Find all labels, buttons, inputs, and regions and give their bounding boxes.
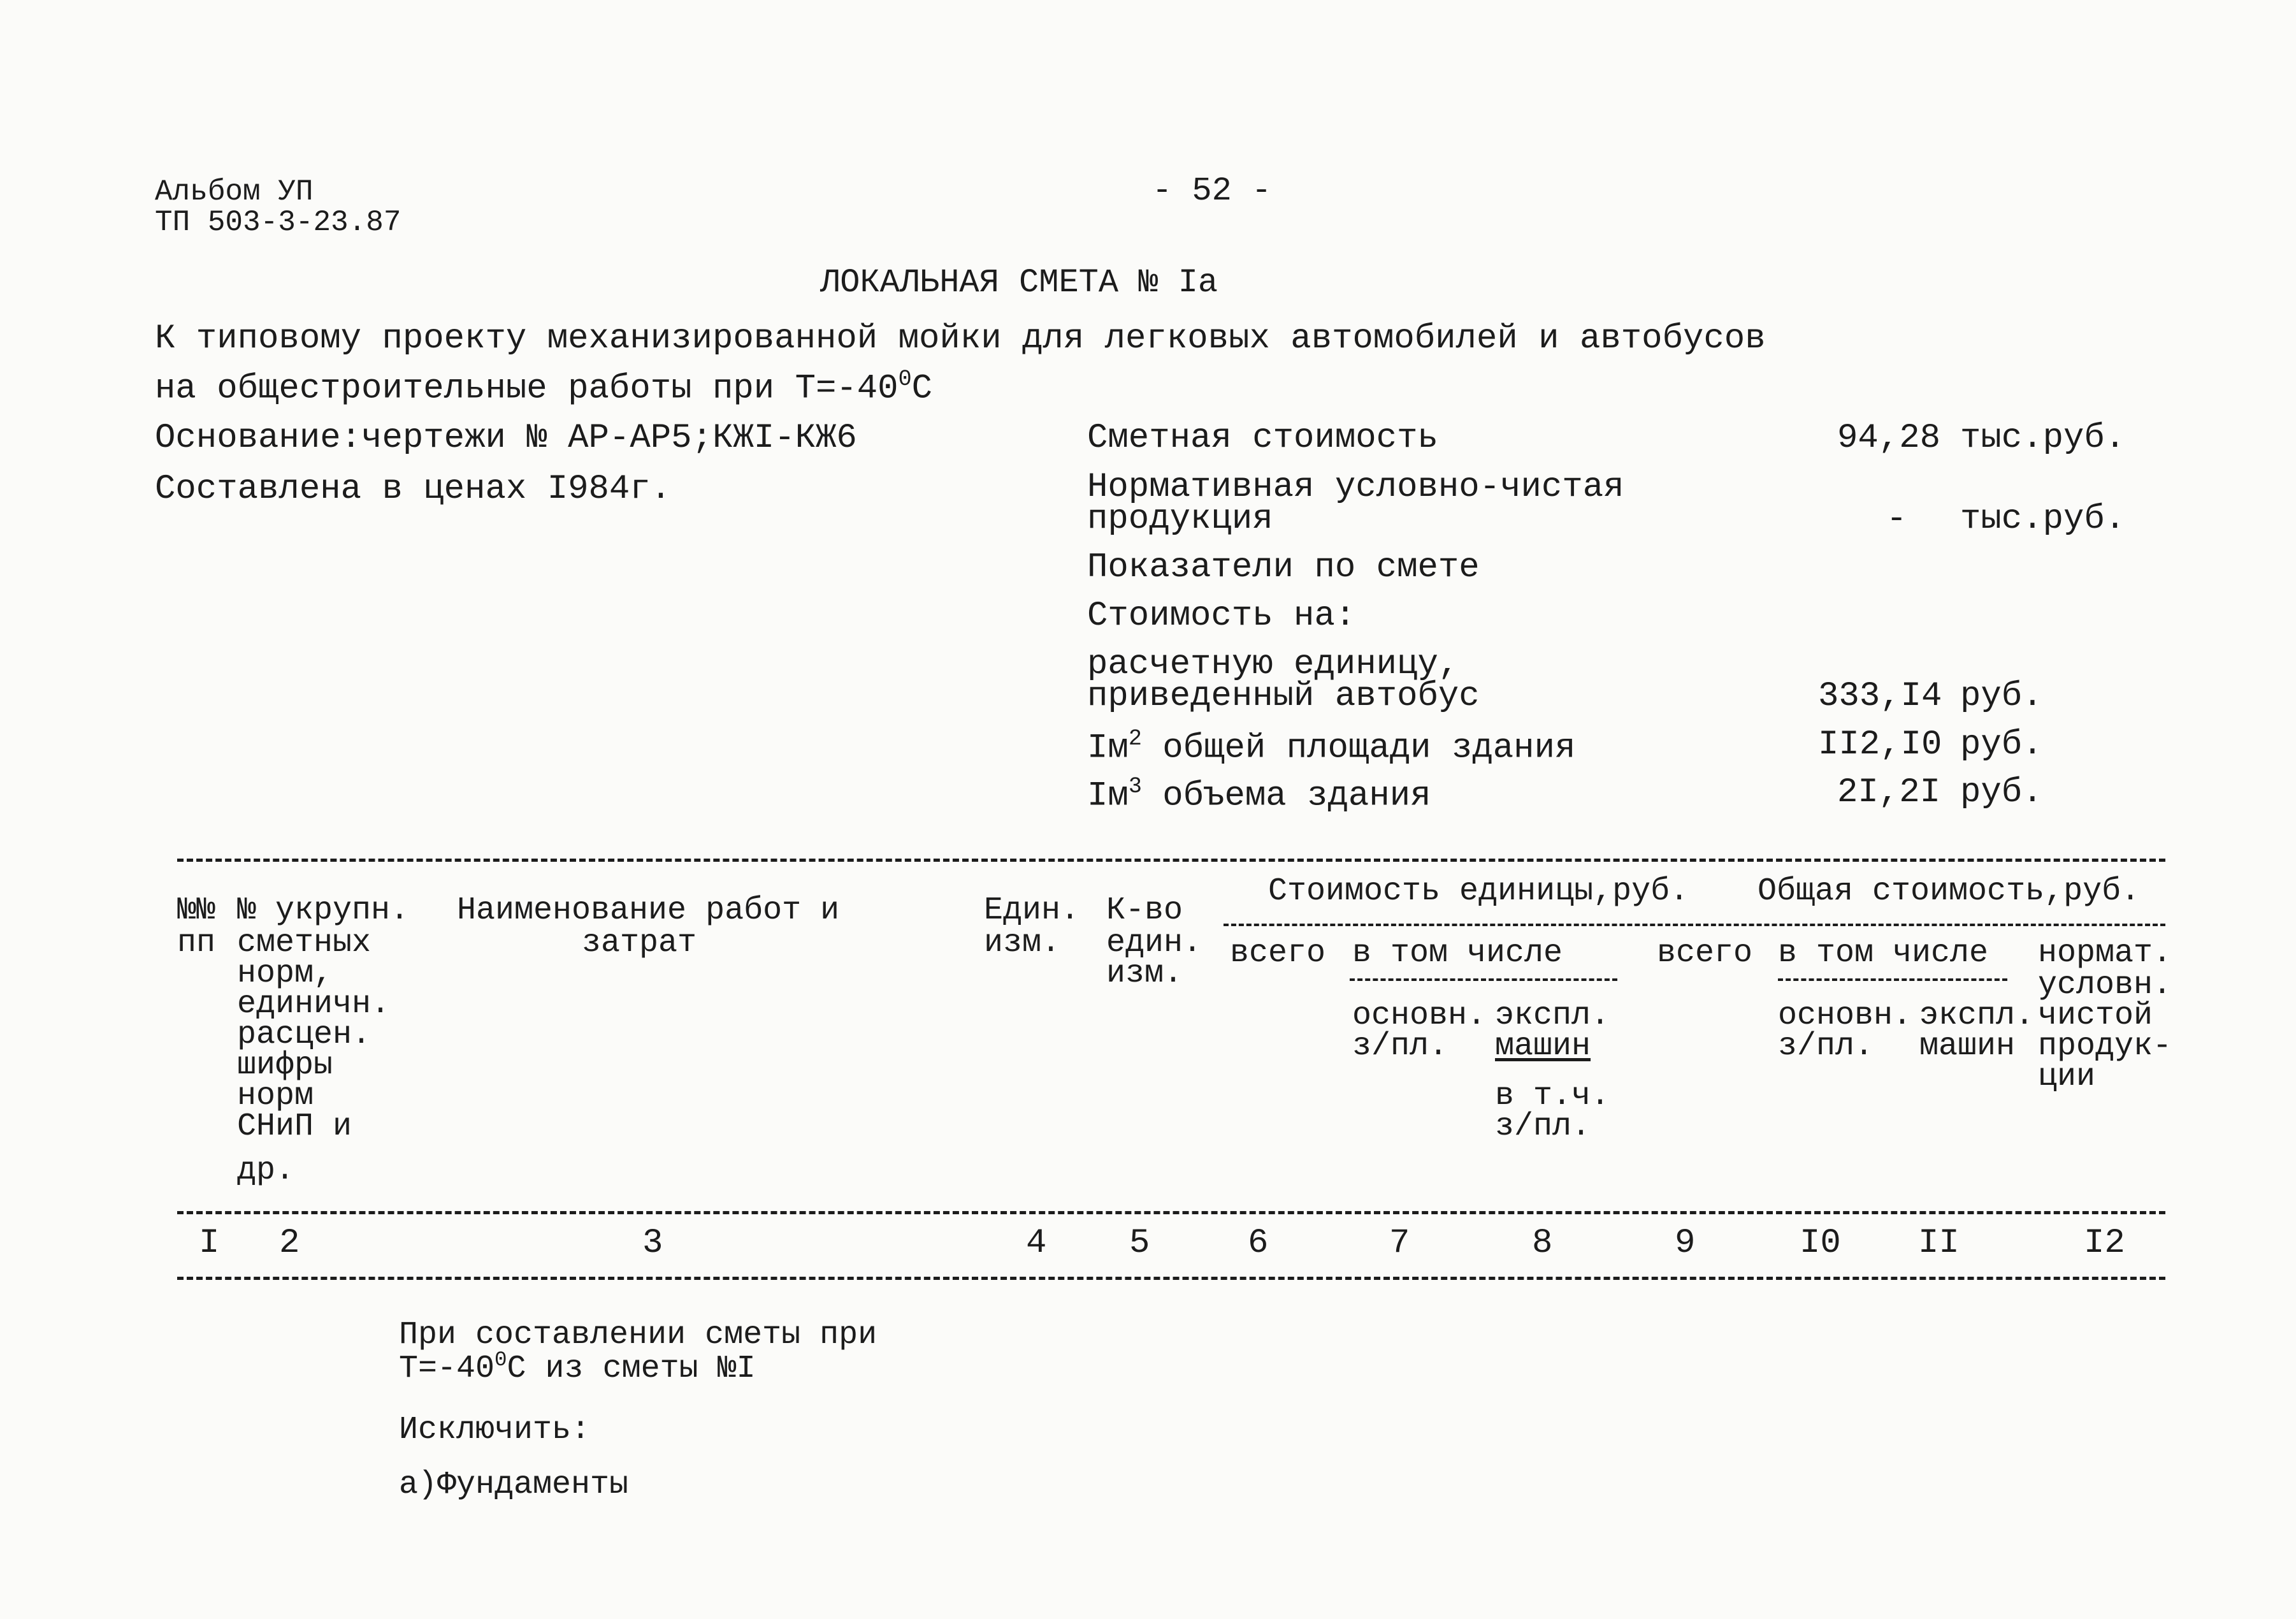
- col7-line-1: основн.: [1352, 998, 1487, 1034]
- including-header-2: в том числе: [1778, 935, 1989, 971]
- normative-value: -: [1886, 500, 1907, 539]
- col2-line-7: норм: [237, 1078, 314, 1114]
- col10-line-2: з/пл.: [1778, 1028, 1874, 1064]
- prices-line: Составлена в ценах I984г.: [155, 470, 672, 509]
- col9-header: всего: [1657, 935, 1753, 971]
- unit-cost-group-header: Стоимость единицы,руб.: [1268, 873, 1689, 910]
- col-number-12: I2: [2084, 1224, 2125, 1263]
- col-number-11: II: [1918, 1224, 1960, 1263]
- col-number-10: I0: [1800, 1224, 1841, 1263]
- col3-line-2: затрат: [582, 925, 697, 961]
- estimated-cost-unit: тыс.руб.: [1960, 419, 2126, 458]
- col-number-1: I: [199, 1224, 220, 1263]
- col8-line-2: машин: [1495, 1028, 1591, 1064]
- unit-unit: руб.: [1960, 677, 2043, 716]
- document-title: ЛОКАЛЬНАЯ СМЕТА № Iа: [820, 264, 1218, 301]
- col3-line-1: Наименование работ и: [457, 892, 840, 929]
- col8-line-1: экспл.: [1495, 998, 1610, 1034]
- note-line-1: При составлении сметы при: [399, 1317, 877, 1353]
- unit-value: 333,I4: [1818, 677, 1942, 716]
- page-number: - 52 -: [1152, 172, 1272, 210]
- volume-label: $Iм^3$ объема здания: [1087, 774, 1431, 816]
- col1-line-2: пп: [177, 925, 216, 961]
- col4-line-1: Един.: [984, 892, 1080, 929]
- col6-header: всего: [1230, 935, 1326, 971]
- col-number-9: 9: [1675, 1224, 1696, 1263]
- volume-unit: руб.: [1960, 773, 2043, 812]
- estimated-cost-label: Сметная стоимость: [1087, 419, 1438, 458]
- col12-line-1: нормат.: [2038, 935, 2172, 971]
- col10-line-1: основн.: [1778, 998, 1912, 1034]
- col2-line-9: др.: [237, 1152, 295, 1189]
- col12-line-5: ции: [2038, 1059, 2096, 1095]
- col-number-5: 5: [1129, 1224, 1150, 1263]
- col-number-7: 7: [1389, 1224, 1410, 1263]
- intro-line-2: на общестроительные работы при $T=-40^0C$: [155, 367, 933, 409]
- area-label: $Iм^2$ общей площади здания: [1087, 726, 1576, 768]
- including-header-1: в том числе: [1352, 935, 1563, 971]
- col5-line-1: К-во: [1106, 892, 1183, 929]
- indicators-label: Показатели по смете: [1087, 548, 1480, 587]
- unit-label-2: приведенный автобус: [1087, 677, 1480, 716]
- table-top-rule: [177, 859, 2165, 862]
- estimated-cost-value: 94,28: [1837, 419, 1941, 458]
- col2-line-6: шифры: [237, 1047, 333, 1084]
- col-number-6: 6: [1248, 1224, 1269, 1263]
- note-line-2: $T=-40^0C$ из сметы №I: [399, 1348, 756, 1387]
- normative-label-1: Нормативная условно-чистая: [1087, 468, 1624, 507]
- volume-value: 2I,2I: [1837, 773, 1941, 812]
- col12-line-4: продук-: [2038, 1028, 2172, 1064]
- col-number-4: 4: [1026, 1224, 1047, 1263]
- header-bottom-rule: [177, 1211, 2165, 1214]
- col5-line-3: изм.: [1106, 955, 1183, 992]
- col2-line-2: сметных: [237, 925, 372, 961]
- col11-line-2: машин: [1919, 1028, 2016, 1064]
- cost-per-label: Стоимость на:: [1087, 597, 1356, 635]
- col-number-3: 3: [642, 1224, 663, 1263]
- numbers-bottom-rule: [177, 1277, 2165, 1280]
- unit-cost-group-rule: [1224, 924, 2165, 926]
- col-number-8: 8: [1532, 1224, 1553, 1263]
- col8-sub-line-2: з/пл.: [1495, 1108, 1591, 1145]
- col1-line-1: №№: [177, 892, 216, 929]
- col2-line-5: расцен.: [237, 1017, 372, 1053]
- col7-line-2: з/пл.: [1352, 1028, 1448, 1064]
- area-value: II2,I0: [1818, 725, 1942, 764]
- project-code: ТП 503-3-23.87: [155, 206, 401, 239]
- col4-line-2: изм.: [984, 925, 1061, 961]
- col2-line-3: норм,: [237, 955, 333, 992]
- item-a: а)Фундаменты: [399, 1467, 629, 1503]
- including-rule-1: [1350, 978, 1617, 981]
- col12-line-2: условн.: [2038, 967, 2172, 1003]
- album-label: Альбом УП: [155, 175, 314, 208]
- col2-line-8: СНиП и: [237, 1108, 352, 1145]
- col5-line-2: един.: [1106, 925, 1202, 961]
- normative-unit: тыс.руб.: [1960, 500, 2126, 539]
- col8-sub-line-1: в т.ч.: [1495, 1078, 1610, 1114]
- intro-line-1: К типовому проекту механизированной мойки для легковых автомобилей и автобусов: [155, 319, 1766, 358]
- normative-label-2: продукция: [1087, 500, 1273, 539]
- total-cost-group-header: Общая стоимость,руб.: [1758, 873, 2141, 910]
- area-unit: руб.: [1960, 725, 2043, 764]
- col-number-2: 2: [279, 1224, 300, 1263]
- unit-label-1: расчетную единицу,: [1087, 645, 1459, 684]
- col2-line-1: № укрупн.: [237, 892, 410, 929]
- exclude-label: Исключить:: [399, 1412, 591, 1448]
- col11-line-1: экспл.: [1919, 998, 2035, 1034]
- basis-line: Основание:чертежи № АР-АР5;КЖI-КЖ6: [155, 419, 857, 458]
- col2-line-4: единичн.: [237, 986, 391, 1022]
- col12-line-3: чистой: [2038, 998, 2153, 1034]
- including-rule-2: [1778, 978, 2007, 981]
